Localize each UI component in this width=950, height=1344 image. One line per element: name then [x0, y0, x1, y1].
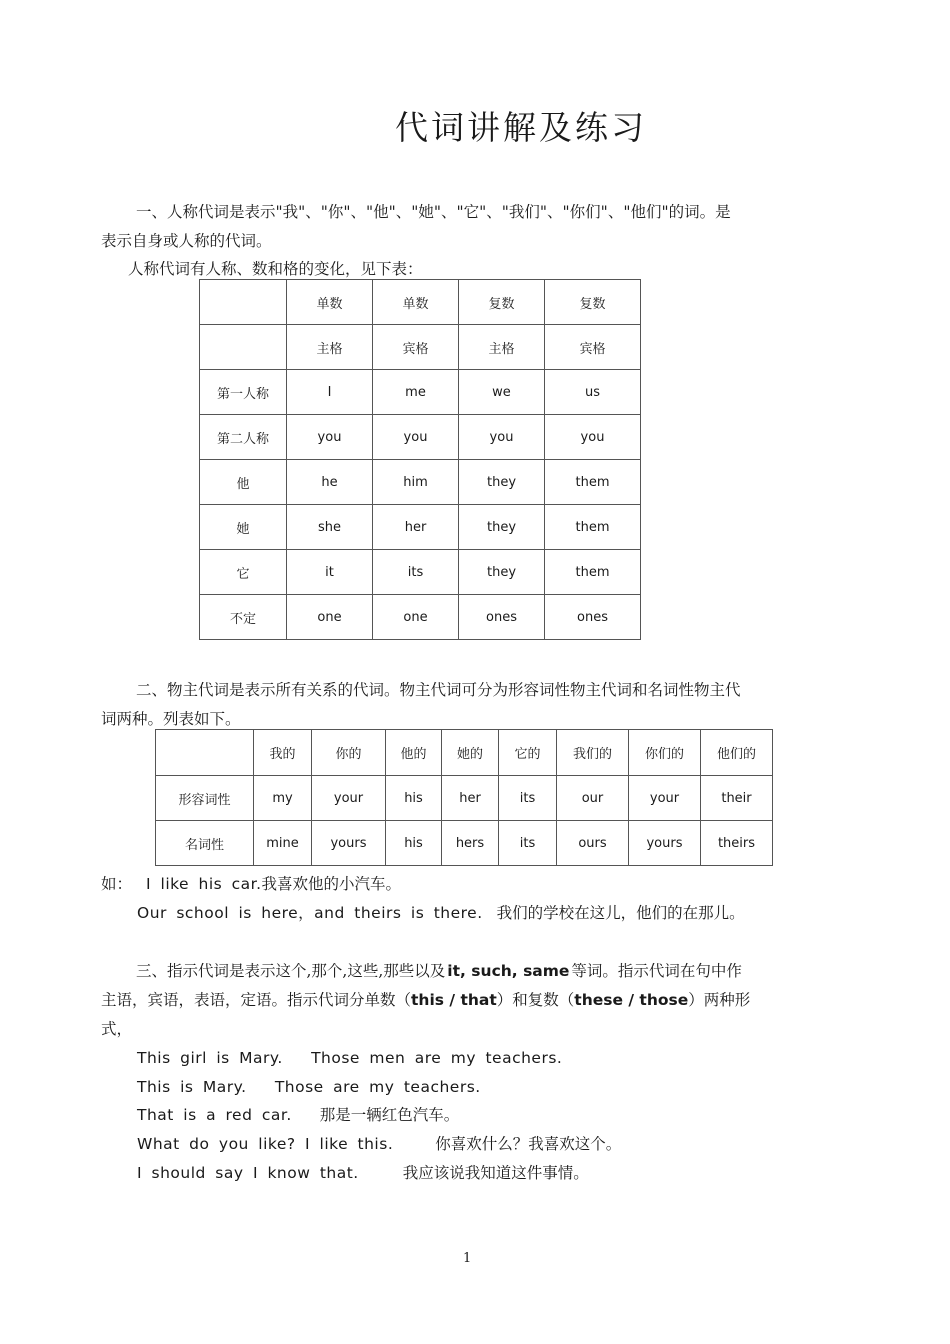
sentence-1: This girl is Mary. Those men are my teachers. [137, 1049, 563, 1067]
table-cell [200, 325, 287, 370]
table-cell: his [386, 776, 442, 821]
example-en: I like his car. [146, 875, 262, 893]
section1-line1: 一、人称代词是表示"我"、"你"、"他"、"她"、"它"、"我们"、"你们"、"他们"的词。是 [136, 203, 731, 221]
table-row [200, 550, 641, 595]
table-cell: one [373, 595, 459, 640]
sentence-5 [137, 1159, 589, 1188]
sentence-en: That is a red car. [137, 1106, 292, 1124]
table-cell: 主格 [287, 325, 373, 370]
personal-pronoun-table [199, 279, 641, 640]
table-cell: hers [442, 821, 499, 866]
table-cell: yours [629, 821, 701, 866]
table-row [200, 415, 641, 460]
table-cell: I [287, 370, 373, 415]
example-cn: 我们的学校在这儿，他们的在那儿。 [496, 904, 745, 922]
table-cell: 它的 [499, 730, 557, 776]
table-cell: we [459, 370, 545, 415]
table-cell: 我的 [254, 730, 312, 776]
table-cell: 我们的 [557, 730, 629, 776]
section3-keywords: these / those [574, 991, 689, 1009]
table-cell: mine [254, 821, 312, 866]
table-header-row [200, 280, 641, 325]
table-cell: her [373, 505, 459, 550]
table-cell: 主格 [459, 325, 545, 370]
table-cell: 他的 [386, 730, 442, 776]
table-header-row [156, 730, 773, 776]
table-cell: he [287, 460, 373, 505]
table-cell: them [545, 460, 641, 505]
table-cell: us [545, 370, 641, 415]
table-cell: 第一人称 [200, 370, 287, 415]
sentence-cn: 那是一辆红色汽车。 [319, 1106, 460, 1124]
section3-text: ）两种形 [688, 991, 751, 1009]
table-cell: 他们的 [701, 730, 773, 776]
section3-keywords: it, such, same [447, 962, 570, 980]
section1-line3: 人称代词有人称、数和格的变化，见下表： [128, 260, 423, 278]
section2-line2: 词两种。列表如下。 [101, 710, 241, 728]
table-cell: ours [557, 821, 629, 866]
table-cell: 它 [200, 550, 287, 595]
section3-line1 [136, 957, 742, 986]
page-title: 代词讲解及练习 [395, 108, 647, 147]
example-en: Our school is here，and theirs is there. [137, 904, 483, 922]
table-cell: it [287, 550, 373, 595]
table-cell: our [557, 776, 629, 821]
example-line-2 [137, 899, 745, 928]
table-cell: him [373, 460, 459, 505]
table-cell: they [459, 505, 545, 550]
table-header-row [200, 325, 641, 370]
table-cell: its [499, 776, 557, 821]
page-number: 1 [463, 1251, 472, 1266]
table-cell: you [373, 415, 459, 460]
table-cell: her [442, 776, 499, 821]
example-cn: 我喜欢他的小汽车。 [261, 875, 402, 893]
table-row [200, 505, 641, 550]
table-cell: yours [312, 821, 386, 866]
table-cell [156, 730, 254, 776]
table-cell: your [312, 776, 386, 821]
table-cell: them [545, 550, 641, 595]
table-cell: 不定 [200, 595, 287, 640]
table-cell: you [287, 415, 373, 460]
table-cell: 她 [200, 505, 287, 550]
table-row [200, 460, 641, 505]
table-cell: you [545, 415, 641, 460]
table-cell: 宾格 [373, 325, 459, 370]
table-cell: its [499, 821, 557, 866]
table-cell: 名词性 [156, 821, 254, 866]
table-row [200, 595, 641, 640]
table-cell: their [701, 776, 773, 821]
table-cell: them [545, 505, 641, 550]
table-cell: his [386, 821, 442, 866]
section3-text: 等词。指示代词在句中作 [571, 962, 742, 980]
table-cell: 她的 [442, 730, 499, 776]
table-cell: 单数 [287, 280, 373, 325]
sentence-en: What do you like? I like this. [137, 1135, 394, 1153]
section3-text: 三、指示代词是表示这个,那个,这些,那些以及 [136, 962, 446, 980]
table-cell: you [459, 415, 545, 460]
table-row [156, 821, 773, 866]
sentence-cn: 你喜欢什么？我喜欢这个。 [435, 1135, 622, 1153]
table-cell: your [629, 776, 701, 821]
sentence-2: This is Mary. Those are my teachers. [137, 1078, 481, 1096]
table-cell: ones [459, 595, 545, 640]
example-line-1 [101, 870, 401, 899]
table-cell: ones [545, 595, 641, 640]
table-cell: they [459, 460, 545, 505]
table-cell: my [254, 776, 312, 821]
table-cell: 宾格 [545, 325, 641, 370]
table-row [156, 776, 773, 821]
example-prefix: 如： [101, 875, 133, 893]
table-row [200, 370, 641, 415]
table-cell: me [373, 370, 459, 415]
table-cell: 第二人称 [200, 415, 287, 460]
section3-line3: 式， [101, 1020, 133, 1038]
table-cell: 你们的 [629, 730, 701, 776]
sentence-3 [137, 1101, 459, 1130]
section3-text: ）和复数（ [496, 991, 575, 1009]
possessive-pronoun-table [155, 729, 773, 866]
table-cell: theirs [701, 821, 773, 866]
table-cell: 复数 [545, 280, 641, 325]
sentence-en: I should say I know that. [137, 1164, 359, 1182]
table-cell: one [287, 595, 373, 640]
table-cell: they [459, 550, 545, 595]
section3-line2 [101, 986, 750, 1015]
sentence-cn: 我应该说我知道这件事情。 [402, 1164, 589, 1182]
section1-line2: 表示自身或人称的代词。 [101, 232, 272, 250]
table-cell: its [373, 550, 459, 595]
table-cell: 他 [200, 460, 287, 505]
table-cell: 形容词性 [156, 776, 254, 821]
section2-line1: 二、物主代词是表示所有关系的代词。物主代词可分为形容词性物主代词和名词性物主代 [136, 681, 741, 699]
section3-keywords: this / that [411, 991, 497, 1009]
table-cell: 复数 [459, 280, 545, 325]
table-cell: 单数 [373, 280, 459, 325]
section3-text: 主语，宾语，表语，定语。指示代词分单数（ [101, 991, 412, 1009]
table-cell: she [287, 505, 373, 550]
sentence-4 [137, 1130, 621, 1159]
table-cell [200, 280, 287, 325]
table-cell: 你的 [312, 730, 386, 776]
